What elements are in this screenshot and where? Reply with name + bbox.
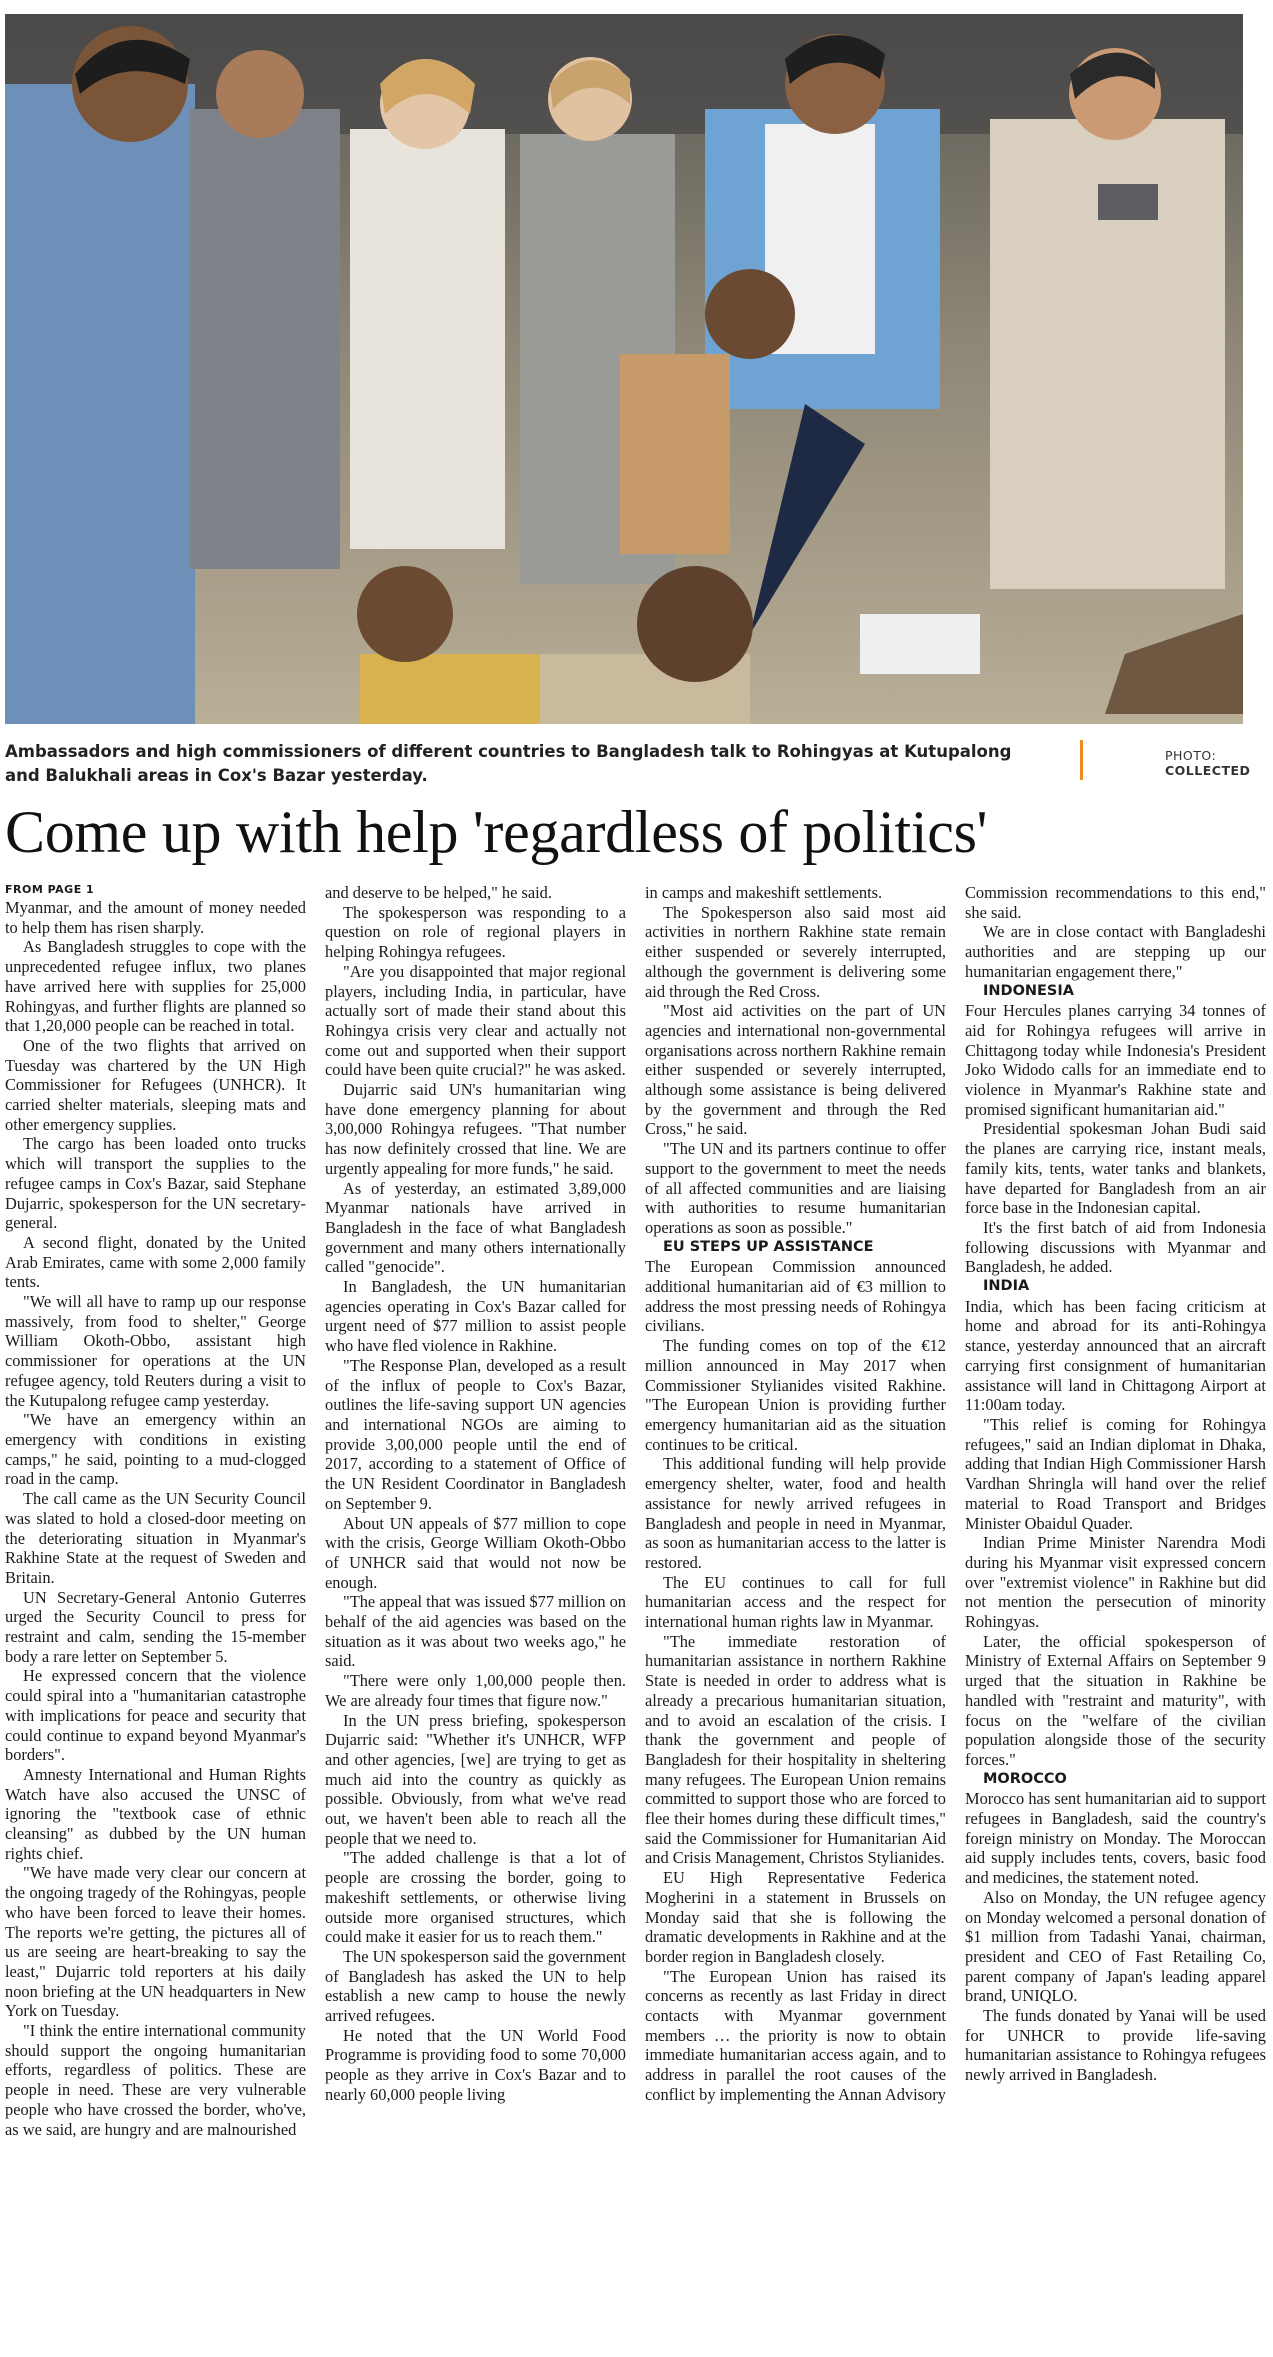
article-paragraph: "This relief is coming for Rohingya refugees," said an Indian diplomat in Dhaka, adding that Indian High Commissioner Harsh Vardhan Shringla will hand over the relief material to Road Transport and Bridges Minister Obaidul Quader. bbox=[965, 1414, 1266, 1533]
article-paragraph: The UN spokesperson said the government of Bangladesh has asked the UN to help establish a new camp to house the newly arrived refugees. bbox=[325, 1946, 626, 2026]
article-paragraph: One of the two flights that arrived on Tuesday was chartered by the UN High Commissioner for Refugees (UNHCR). It carried shelter materials, sleeping mats and other emergency supplies. bbox=[5, 1035, 306, 1134]
paragraph-group bbox=[645, 1257, 946, 2104]
subhead-morocco: MOROCCO bbox=[983, 1770, 1067, 1787]
article-paragraph: The EU continues to call for full humanitarian access and the respect for international human rights law in Myanmar. bbox=[645, 1572, 946, 1632]
subhead-eu: EU STEPS UP ASSISTANCE bbox=[663, 1238, 874, 1255]
subhead-india: INDIA bbox=[983, 1278, 1030, 1295]
article-paragraph: "Are you disappointed that major regional players, including India, in particular, have actually sort of made their stand about this Rohingya crisis very clear and actually not come out and supported when their support could have been quite crucial?" he was asked. bbox=[325, 961, 626, 1080]
article-paragraph: He expressed concern that the violence could spiral into a "humanitarian catastrophe with implications for peace and security that could continue to expand beyond Myanmar's borders". bbox=[5, 1666, 306, 1765]
article-paragraph: Myanmar, and the amount of money needed to help them has risen sharply. bbox=[5, 898, 306, 937]
article-column-2 bbox=[325, 883, 626, 2353]
paragraph-group bbox=[325, 883, 626, 2105]
article-paragraph: Presidential spokesman Johan Budi said the planes are carrying rice, instant meals, family kits, tents, water tanks and blankets, have departed for Bangladesh from an air force base in the Indonesian capital. bbox=[965, 1119, 1266, 1218]
article-paragraph: The European Commission announced additional humanitarian aid of €3 million to address the most pressing needs of Rohingya civilians. bbox=[645, 1257, 946, 1336]
paragraph-group bbox=[965, 1789, 1266, 2085]
article-paragraph: "The added challenge is that a lot of people are crossing the border, going to makeshift settlements, or otherwise living outside more organised structures, which could make it easier for us to reach them." bbox=[325, 1848, 626, 1947]
article-paragraph: Morocco has sent humanitarian aid to support refugees in Bangladesh, said the country's foreign ministry on Monday. The Moroccan aid supply includes tents, covers, basic food and medicines, the statement noted. bbox=[965, 1789, 1266, 1888]
article-paragraph: The call came as the UN Security Council was slated to hold a closed-door meeting on the deteriorating situation in Myanmar's Rakhine State at the request of Sweden and Britain. bbox=[5, 1489, 306, 1587]
photo-caption-row bbox=[5, 740, 1251, 788]
article-paragraph: Dujarric said UN's humanitarian wing have done emergency planning for about 3,00,000 Rohingya refugees. "That number has now definitely crossed that line. We are urgently appealing for more funds," he said. bbox=[325, 1080, 626, 1178]
article-paragraph: He noted that the UN World Food Programme is providing food to some 70,000 people as they arrive in Cox's Bazar and to nearly 60,000 people living bbox=[325, 2025, 626, 2104]
subhead-indonesia: INDONESIA bbox=[983, 982, 1074, 999]
article-paragraph: EU High Representative Federica Mogherini in a statement in Brussels on Monday said that she is following the dramatic developments in Rakhine and at the border region in Bangladesh closely. bbox=[645, 1868, 946, 1966]
photo-caption: Ambassadors and high commissioners of different countries to Bangladesh talk to Rohingyas at Kutupalong and Balukhali areas in Cox's Bazar yesterday. bbox=[5, 742, 1012, 785]
article-paragraph: "Most aid activities on the part of UN agencies and international non-governmental organisations across northern Rakhine remain either suspended or severely interrupted, although some assistance is being delivered by the government and through the Red Cross," he said. bbox=[645, 1001, 946, 1139]
article-paragraph: The Spokesperson also said most aid activities in northern Rakhine state remain either suspended or severely interrupted, although the government is delivering some aid through the Red Cross. bbox=[645, 902, 946, 1001]
article-paragraph: UN Secretary-General Antonio Guterres urged the Security Council to press for restraint and calm, sending the 15-member body a rare letter on September 5. bbox=[5, 1587, 306, 1666]
group-photo-icon bbox=[5, 14, 1243, 724]
article-paragraph: In Bangladesh, the UN humanitarian agencies operating in Cox's Bazar called for urgent need of $77 million to assist people who have fled violence in Rakhine. bbox=[325, 1277, 626, 1356]
article-paragraph: Later, the official spokesperson of Ministry of External Affairs on September 9 urged that the situation in Rakhine be handled with "restraint and maturity", with focus on the "welfare of the civilian population alongside those of the security forces." bbox=[965, 1631, 1266, 1769]
article-paragraph: In the UN press briefing, spokesperson Dujarric said: "Whether it's UNHCR, WFP and other agencies, [we] are trying to get as much aid into the country as quickly as possible. Obviously, from what we've read out, we haven't been able to reach all the people that we need to. bbox=[325, 1710, 626, 1848]
article-body bbox=[5, 883, 1268, 2353]
article-paragraph: The cargo has been loaded onto trucks which will transport the supplies to the refugee camps in Cox's Bazar, said Stephane Dujarric, spokesperson for the UN secretary-general. bbox=[5, 1134, 306, 1233]
news-photo bbox=[5, 14, 1243, 724]
article-column-3 bbox=[645, 883, 946, 2353]
article-column-4 bbox=[965, 883, 1266, 2353]
photo-credit bbox=[1165, 748, 1250, 778]
article-paragraph: "We have an emergency within an emergency with conditions in existing camps," he said, pointing to a mud-clogged road in the camp. bbox=[5, 1410, 306, 1489]
article-paragraph: "We have made very clear our concern at the ongoing tragedy of the Rohingyas, people who have been forced to leave their homes. The reports we're getting, the pictures all of us are seeing are heart-breaking to say the least," Dujarric told reporters at his daily noon briefing at the UN headquarters in New York on Tuesday. bbox=[5, 1863, 306, 2021]
article-paragraph: About UN appeals of $77 million to cope with the crisis, George William Okoth-Obbo of UNHCR said that would not now be enough. bbox=[325, 1513, 626, 1592]
article-paragraph: As of yesterday, an estimated 3,89,000 Myanmar nationals have arrived in Bangladesh in the face of what Bangladesh government and many others internationally called "genocide". bbox=[325, 1178, 626, 1277]
article-paragraph: The funds donated by Yanai will be used for UNHCR to provide life-saving humanitarian assistance to Rohingya refugees newly arrived in Bangladesh. bbox=[965, 2006, 1266, 2085]
caption-accent-bar bbox=[1080, 740, 1083, 780]
article-paragraph: "The UN and its partners continue to offer support to the government to meet the needs of all affected communities and are liaising with authorities to resume humanitarian operations as soon as possible." bbox=[645, 1139, 946, 1237]
article-paragraph: and deserve to be helped," he said. bbox=[325, 883, 552, 902]
article-paragraph: "The European Union has raised its concerns as recently as last Friday in direct contacts with Myanmar government members … the priority is now to obtain immediate humanitarian access again, and to address in parallel the root causes of the conflict by implementing the Annan Advisory bbox=[645, 1966, 946, 2104]
article-paragraph: This additional funding will help provide emergency shelter, water, food and health assistance for newly arrived refugees in Bangladesh and people in need in Myanmar, as soon as humanitarian access to the latter is restored. bbox=[645, 1454, 946, 1572]
article-paragraph: We are in close contact with Bangladeshi authorities and are stepping up our humanitarian engagement there," bbox=[965, 922, 1266, 981]
article-paragraph: A second flight, donated by the United Arab Emirates, came with some 2,000 family tents. bbox=[5, 1232, 306, 1292]
article-paragraph: "The Response Plan, developed as a result of the influx of people to Cox's Bazar, outlines the life-saving support UN agencies and international NGOs are aiming to provide 3,00,000 people until the end of 2017, according to a statement of Office of the UN Resident Coordinator in Bangladesh on September 9. bbox=[325, 1355, 626, 1513]
article-paragraph: The spokesperson was responding to a question on role of regional players in helping Rohingya refugees. bbox=[325, 902, 626, 962]
article-paragraph: India, which has been facing criticism at home and abroad for its anti-Rohingya stance, yesterday announced that an aircraft carrying first consignment of humanitarian assistance will land in Chittagong Airport at 11:00am today. bbox=[965, 1296, 1266, 1415]
article-paragraph: "The appeal that was issued $77 million on behalf of the aid agencies was based on the situation as it was about two weeks ago," he said. bbox=[325, 1592, 626, 1671]
article-paragraph: The funding comes on top of the €12 million announced in May 2017 when Commissioner Stylianides visited Rakhine. "The European Union is providing further emergency humanitarian aid as the situation continues to be critical. bbox=[645, 1336, 946, 1454]
paragraph-group bbox=[5, 898, 306, 2139]
article-headline: Come up with help 'regardless of politics' bbox=[5, 799, 988, 865]
article-paragraph: "There were only 1,00,000 people then. We are already four times that figure now." bbox=[325, 1671, 626, 1710]
article-paragraph: Four Hercules planes carrying 34 tonnes of aid for Rohingya refugees will arrive in Chittagong today while Indonesia's President Joko Widodo calls for an immediate end to violence in Myanmar's Rakhine state and promised significant humanitarian aid." bbox=[965, 1001, 1266, 1119]
article-paragraph: Indian Prime Minister Narendra Modi during his Myanmar visit expressed concern over "extremist violence" in Rakhine but did not mention the persecution of minority Rohingyas. bbox=[965, 1533, 1266, 1632]
article-paragraph: It's the first batch of aid from Indonesia following discussions with Myanmar and Bangladesh, he added. bbox=[965, 1217, 1266, 1277]
photo-credit-value: COLLECTED bbox=[1165, 763, 1251, 778]
article-paragraph: "I think the entire international community should support the ongoing humanitarian efforts, regardless of politics. These are people in need. These are very vulnerable people who have crossed the border, who've, as we said, are hungry and are malnourished bbox=[5, 2021, 306, 2139]
paragraph-group bbox=[965, 1001, 1266, 1277]
photo-credit-label: PHOTO: bbox=[1165, 748, 1217, 763]
article-paragraph: Also on Monday, the UN refugee agency on Monday welcomed a personal donation of $1 million from Tadashi Yanai, chairman, president and CEO of Fast Retailing Co, parent company of Japan's leading apparel brand, UNIQLO. bbox=[965, 1887, 1266, 2006]
paragraph-group bbox=[645, 883, 946, 1238]
paragraph-group bbox=[965, 883, 1266, 982]
article-paragraph: As Bangladesh struggles to cope with the unprecedented refugee influx, two planes have arrived here with supplies for 25,000 Rohingyas, and further flights are planned so that 1,20,000 people can be reached in total. bbox=[5, 937, 306, 1036]
article-paragraph: Commission recommendations to this end," she said. bbox=[965, 883, 1266, 922]
article-paragraph: Amnesty International and Human Rights Watch have also accused the UNSC of ignoring the "textbook case of ethnic cleansing" as dubbed by the UN human rights chief. bbox=[5, 1764, 306, 1863]
article-column-1 bbox=[5, 883, 306, 2353]
article-paragraph: "We will all have to ramp up our response massively, from food to shelter," George William Okoth-Obbo, assistant high commissioner for operations at the UN refugee agency, told Reuters during a visit to the Kutupalong refugee camp yesterday. bbox=[5, 1292, 306, 1410]
paragraph-group bbox=[965, 1297, 1266, 1770]
article-paragraph: "The immediate restoration of humanitarian assistance in northern Rakhine State is needed in order to address what is already a precarious humanitarian situation, and to avoid an escalation of the crisis. I thank the government and people of Bangladesh for their hospitality in sheltering many refugees. The European Union remains committed to support those who are forced to flee their homes during these difficult times," said the Commissioner for Humanitarian Aid and Crisis Management, Christos Stylianides. bbox=[645, 1631, 946, 1868]
article-paragraph: in camps and makeshift settlements. bbox=[645, 883, 883, 902]
kicker-from-page: FROM PAGE 1 bbox=[5, 883, 95, 896]
